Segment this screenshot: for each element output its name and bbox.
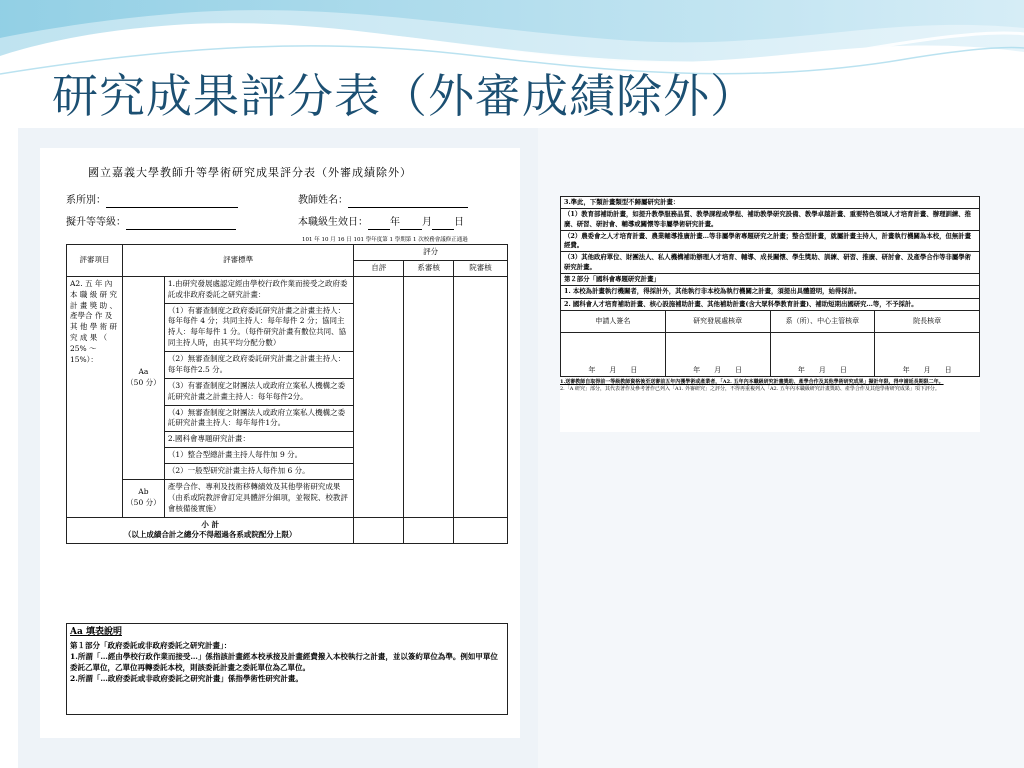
teacher-label: 教師姓名： [298,195,348,206]
aa-cell [122,276,164,479]
year-blank [368,220,390,230]
college-subtotal[interactable] [454,517,508,544]
header-college: 院審核 [454,260,508,276]
day-label: 日 [454,217,464,228]
evaluation-table [66,244,508,544]
ab-label: Ab [138,487,149,497]
cont-line-3: （2）農委會之人才培育計畫、農業輔導推廣計畫…等非屬學術專題研究之計畫；整合型計畫，就屬計畫主持人，計畫執行機關為本校，但無計畫經費。 [561,230,980,252]
footnote-2: 2.「A 研究」部分，其代表著作及參考著作已列入「A1. 外審研究」之評分，不得再重複列入「A2. 五年內本職級研究計畫獎助、產學合作及其他學術研究成果」項下評分。 [560,385,940,392]
form-title: 國立嘉義大學教師升等學術研究成果評分表（外審成績除外） [88,166,412,179]
revision-note: 101 年 10 月 16 日 101 學年度第 1 學期第 1 次校務會議修正通過 [302,237,468,243]
ab-points: （50 分） [126,498,161,508]
aa-label: Aa [138,366,149,376]
evaluation-form-page [40,148,520,738]
teacher-field [298,194,468,208]
cont-line-4: （3）其他政府單位、財團法人、私人機構補助辦理人才培育、輔導、成長關懷、學生獎助、訓練、研習、推廣、研討會、及產學合作等非屬學術研究計畫。 [561,252,980,274]
ab-cell [122,479,164,517]
item-a2: A2. 五 年 內 本 職 級 研 究 計 畫 獎 助 、產學合 作 及 其 他 學 術 研 究 成 果 （ 25% ～15%）： [67,276,123,517]
sig-dept-date[interactable]: 年 月 日 [770,332,875,376]
sig-dean-date[interactable]: 年 月 日 [875,332,980,376]
year-label: 年 [390,217,400,228]
self-score-cell[interactable] [354,276,404,517]
sig-rd-date[interactable]: 年 月 日 [665,332,770,376]
dept-blank [106,198,238,208]
dept-score-cell[interactable] [404,276,454,517]
header-standard: 評審標準 [122,245,353,277]
instructions-line-3: 2.所謂「…政府委託或非政府委託之研究計畫」係指學術性研究計畫。 [70,674,303,684]
header-dept: 系審核 [404,260,454,276]
rank-label: 擬升等等級： [66,217,126,228]
header-score: 評分 [354,245,508,261]
sig-dept-label: 系（所）、中心主管核章 [770,310,875,332]
day-blank [432,220,454,230]
instructions-line-2: 1.所謂「…經由學校行政作業而接受…」係指該計畫經本校承接及計畫經費撥入本校執行之計畫，並以簽約單位為準。例如甲單位委託乙單位，乙單位再轉委託本校，則該委託計畫之委託單位為乙單位。 [70,651,498,672]
aa-criterion-1-1: （1）有審查制度之政府委託研究計畫之計畫主持人：每年每件 4 分；共同主持人：每年每件 2 分；協同主持人：每年每件 1 分。（每件研究計畫有數位共同、協同主持人時，由其平均分配分數） [164,303,353,352]
footnote-1: 1.送審教師自取得前一等級教師資格後至送審前五年內獲學術或產業者，「A2. 五年內本職級研究計畫獎助、產學合作及其他學術研究成果」擬計年限，得申請延長期限二年。 [560,378,944,385]
aa-instructions [66,623,508,715]
rank-field [66,216,236,230]
date-label: 本職級生效日： [298,217,368,228]
aa-criterion-2: 2.國科會專題研究計畫： [164,432,353,448]
subtotal-note: （以上成績合計之總分不得超過各系或院配分上限） [123,530,297,540]
month-blank [400,220,422,230]
footnotes [560,379,980,393]
effective-date-field [298,216,464,230]
subtotal-cell [67,517,354,544]
form-continuation-page [560,196,980,432]
continuation-table [560,196,980,377]
cont-line-1: 3.準此，下類計畫類型不歸屬研究計畫： [561,197,980,209]
ab-criterion: 產學合作、專利及技術移轉績效及其他學術研究成果（由系或院教評會訂定具體評分細項，並報院、校教評會核備後實施） [164,479,353,517]
cont-line-6: 1. 本校為計畫執行機關者，得採計外，其他執行非本校為執行機關之計畫，須提出具體證明，始得採計。 [561,286,980,298]
self-subtotal[interactable] [354,517,404,544]
aa-criterion-1-2: （2）無審查制度之政府委託研究計畫之計畫主持人：每年每件2.5 分。 [164,352,353,379]
aa-criterion-1-3: （3）有審查制度之財團法人或政府立案私人機構之委託研究計畫之計畫主持人：每年每件2分。 [164,378,353,405]
cont-line-7: 2. 國科會人才培育補助計畫、核心設施補助計畫、其他補助計畫(含大眾科學教育計畫)、補助短期出國研究…等，不予採計。 [561,298,980,310]
sig-rd-label: 研究發展處核章 [665,310,770,332]
aa-criterion-1-4: （4）無審查制度之財團法人或政府立案私人機構之委託研究計畫主持人：每年每件1分。 [164,405,353,432]
aa-criterion-2-2: （2）一般型研究計畫主持人每件加 6 分。 [164,464,353,480]
sig-dean-label: 院長核章 [875,310,980,332]
sig-applicant-label: 申請人簽名 [561,310,666,332]
instructions-line-1: 第１部分「政府委託或非政府委託之研究計畫」： [70,640,232,650]
aa-criterion-2-1: （1）整合型總計畫主持人每件加 9 分。 [164,448,353,464]
rank-blank [126,220,236,230]
sig-applicant-date[interactable]: 年 月 日 [561,332,666,376]
header-self: 自評 [354,260,404,276]
college-score-cell[interactable] [454,276,508,517]
subtotal-label: 小 計 [201,519,219,529]
slide-title: 研究成果評分表（外審成績除外） [52,69,757,123]
dept-subtotal[interactable] [404,517,454,544]
dept-field [66,194,238,208]
dept-label: 系所別： [66,195,106,206]
cont-line-2: （1）教育部補助計畫，如提升教學服務品質、教學課程或學程、補助教學研究設備、教學卓越計畫、重要特色領域人才培育計畫、辦理訓練、推廣、研習、研討會、輔導或關懷等非屬學術研究計畫。 [561,209,980,231]
instructions-heading: Aa 填表說明 [70,627,122,637]
aa-criterion-1: 1.由研究發展處認定經由學校行政作業而接受之政府委託或非政府委託之研究計畫： [164,276,353,303]
aa-points: （50 分） [126,377,161,387]
month-label: 月 [422,217,432,228]
cont-line-5: 第２部分「國科會專題研究計畫」 [561,273,980,285]
header-item: 評審項目 [67,245,123,277]
teacher-blank [348,198,468,208]
